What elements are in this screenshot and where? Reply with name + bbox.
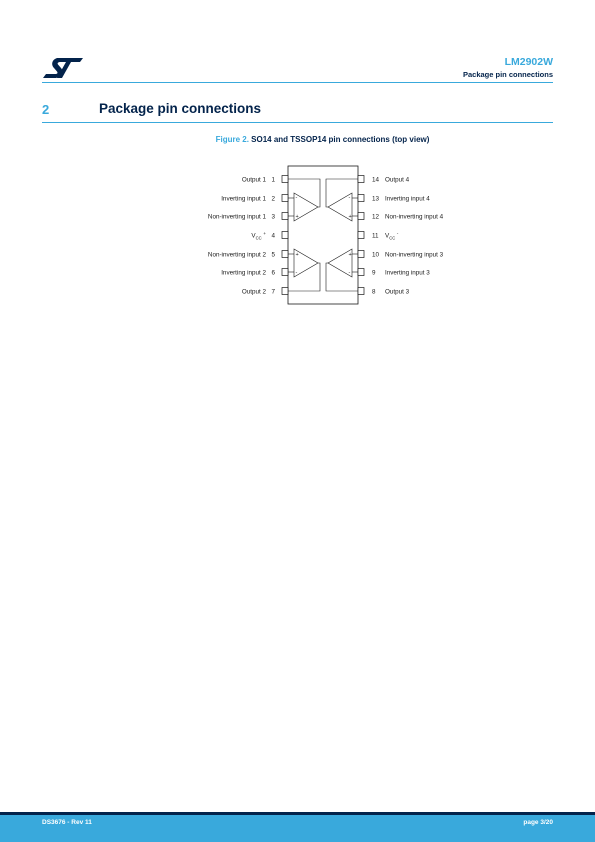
pin-number-7: 7	[271, 288, 275, 296]
pin-label-13: Inverting input 4	[385, 195, 430, 203]
opamp-4-minus-sign: -	[348, 195, 351, 201]
opamp-2-minus-sign: -	[295, 270, 298, 276]
pin-label-1: Output 1	[241, 176, 266, 184]
ic-package-body	[288, 166, 358, 304]
footer-page-number: page 3/20	[523, 819, 553, 826]
pin-label-3: Non-inverting input 1	[207, 213, 266, 221]
document-title: LM2902W	[504, 56, 553, 68]
pin-pad-12	[358, 213, 364, 220]
pin-label-5: Non-inverting input 2	[207, 251, 266, 259]
pin-label-14: Output 4	[385, 176, 410, 184]
pin-pad-10	[358, 251, 364, 258]
pin-pad-14	[358, 176, 364, 183]
pin-pad-8	[358, 288, 364, 295]
pin-pad-3	[282, 213, 288, 220]
pin-pad-4	[282, 232, 288, 239]
pin-number-9: 9	[372, 269, 376, 277]
footer-doc-revision: DS3676 - Rev 11	[42, 819, 92, 826]
pin-pad-11	[358, 232, 364, 239]
pin-number-10: 10	[372, 251, 380, 259]
pin-pad-7	[282, 288, 288, 295]
opamp-3-minus-sign: -	[348, 270, 351, 276]
pin-label-8: Output 3	[385, 288, 410, 296]
pin-pad-9	[358, 269, 364, 276]
pin-pad-5	[282, 251, 288, 258]
pin-number-11: 11	[372, 232, 379, 240]
pin-label-9: Inverting input 3	[385, 269, 430, 277]
pin-number-2: 2	[271, 195, 275, 203]
pin-label-12: Non-inverting input 4	[385, 213, 444, 221]
pin-number-14: 14	[372, 176, 380, 184]
pin-number-4: 4	[271, 232, 275, 240]
opamp-4-plus-sign: +	[348, 214, 352, 220]
pin-pad-1	[282, 176, 288, 183]
pin-pad-13	[358, 195, 364, 202]
pin-connection-diagram	[0, 160, 595, 310]
pin-number-1: 1	[271, 176, 275, 184]
pin-pad-2	[282, 195, 288, 202]
pin-label-7: Output 2	[241, 288, 266, 296]
pin-pad-6	[282, 269, 288, 276]
figure-caption-text: SO14 and TSSOP14 pin connections (top view)	[251, 135, 430, 144]
pin-label-11: $V_{CC}^-$	[385, 232, 399, 241]
pin-number-3: 3	[271, 213, 275, 221]
pin-number-8: 8	[372, 288, 376, 296]
header-divider	[42, 82, 553, 83]
pin-number-5: 5	[271, 251, 275, 259]
opamp-3-plus-sign: +	[348, 252, 352, 258]
section-divider	[42, 122, 553, 123]
pin-number-13: 13	[372, 195, 380, 203]
pin-number-12: 12	[372, 213, 380, 221]
opamp-1-plus-sign: +	[295, 214, 299, 220]
header-section-name: Package pin connections	[462, 70, 553, 79]
section-title: Package pin connections	[99, 101, 262, 116]
opamp-1-minus-sign: -	[295, 195, 298, 201]
pin-number-6: 6	[271, 269, 275, 277]
st-logo-icon	[42, 57, 84, 79]
pin-label-4: $V_{CC}^+$	[251, 232, 266, 241]
figure-caption	[0, 135, 595, 144]
pin-label-6: Inverting input 2	[221, 269, 266, 277]
pin-label-10: Non-inverting input 3	[385, 251, 444, 259]
section-number: 2	[42, 102, 50, 117]
figure-label: Figure 2.	[215, 135, 249, 144]
pin-label-2: Inverting input 1	[221, 195, 266, 203]
opamp-2-plus-sign: +	[295, 252, 299, 258]
